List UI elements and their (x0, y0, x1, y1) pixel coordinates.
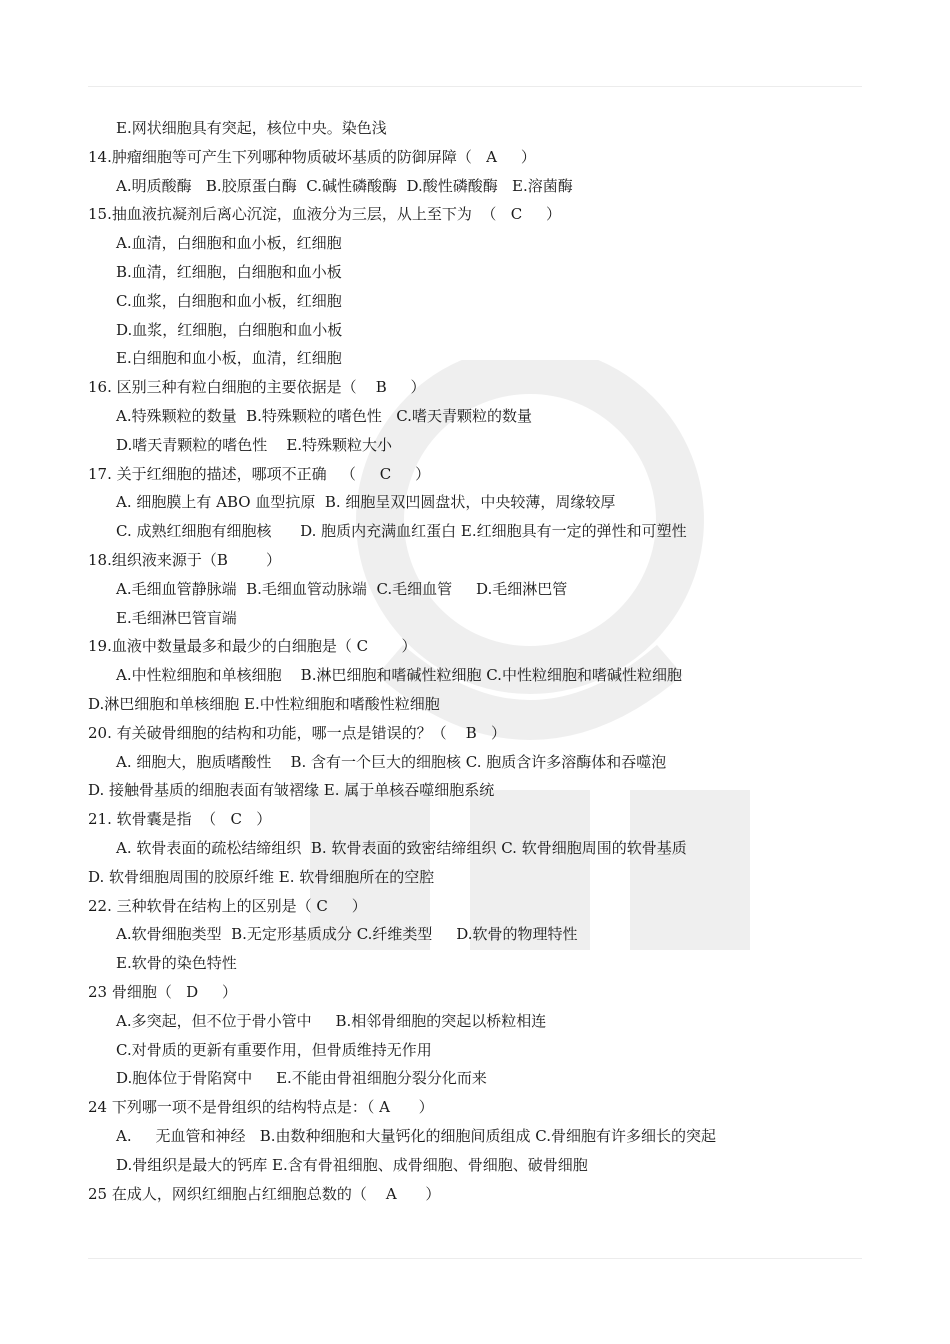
text-line: A. 无血管和神经 B.由数种细胞和大量钙化的细胞间质组成 C.骨细胞有许多细长的突起 (116, 1127, 717, 1145)
text-line: A.血清，白细胞和血小板，红细胞 (116, 234, 342, 252)
text-line: 16. 区别三种有粒白细胞的主要依据是（ B ） (88, 378, 426, 396)
text-line: 20. 有关破骨细胞的结构和功能，哪一点是错误的？（ B ） (88, 724, 507, 742)
text-line: C. 成熟红细胞有细胞核 D. 胞质内充满血红蛋白 E.红细胞具有一定的弹性和可塑性 (116, 522, 687, 540)
text-line: A.毛细血管静脉端 B.毛细血管动脉端 C.毛细血管 D.毛细淋巴管 (116, 580, 568, 598)
footer-rule (88, 1258, 862, 1259)
text-line: D.淋巴细胞和单核细胞 E.中性粒细胞和嗜酸性粒细胞 (88, 695, 440, 713)
text-line: 19.血液中数量最多和最少的白细胞是（ C ） (88, 637, 417, 655)
text-line: 21. 软骨囊是指 （ C ） (88, 810, 272, 828)
text-line: A.特殊颗粒的数量 B.特殊颗粒的嗜色性 C.嗜天青颗粒的数量 (116, 407, 532, 425)
text-line: E.白细胞和血小板，血清，红细胞 (116, 349, 342, 367)
text-line: 17. 关于红细胞的描述，哪项不正确 （ C ） (88, 465, 431, 483)
text-line: 25 在成人，网织红细胞占红细胞总数的（ A ） (88, 1185, 441, 1203)
text-line: 23 骨细胞（ D ） (88, 983, 238, 1001)
text-line: A. 软骨表面的疏松结缔组织 B. 软骨表面的致密结缔组织 C. 软骨细胞周围的软骨基质 (116, 839, 687, 857)
text-line: A.多突起，但不位于骨小管中 B.相邻骨细胞的突起以桥粒相连 (116, 1012, 547, 1030)
text-line: 18.组织液来源于（B ） (88, 551, 282, 569)
text-line: D.骨组织是最大的钙库 E.含有骨祖细胞、成骨细胞、骨细胞、破骨细胞 (116, 1156, 588, 1174)
text-line: A.中性粒细胞和单核细胞 B.淋巴细胞和嗜碱性粒细胞 C.中性粒细胞和嗜碱性粒细胞 (116, 666, 682, 684)
text-line: D.嗜天青颗粒的嗜色性 E.特殊颗粒大小 (116, 436, 393, 454)
text-line: E.毛细淋巴管盲端 (116, 609, 237, 627)
text-line: 15.抽血液抗凝剂后离心沉淀，血液分为三层，从上至下为 （ C ） (88, 205, 562, 223)
text-line: D.血浆，红细胞，白细胞和血小板 (116, 321, 343, 339)
text-line: D. 软骨细胞周围的胶原纤维 E. 软骨细胞所在的空腔 (88, 868, 435, 886)
text-line: E.网状细胞具有突起，核位中央。染色浅 (116, 119, 387, 137)
text-line: 22. 三种软骨在结构上的区别是（ C ） (88, 897, 367, 915)
text-line: C.对骨质的更新有重要作用，但骨质维持无作用 (116, 1041, 432, 1059)
text-line: C.血浆，白细胞和血小板，红细胞 (116, 292, 342, 310)
header-rule (88, 86, 862, 87)
text-line: A. 细胞膜上有 ABO 血型抗原 B. 细胞呈双凹圆盘状，中央较薄，周缘较厚 (116, 493, 616, 511)
text-line: B.血清，红细胞，白细胞和血小板 (116, 263, 342, 281)
text-line: A.明质酸酶 B.胶原蛋白酶 C.碱性磷酸酶 D.酸性磷酸酶 E.溶菌酶 (116, 177, 573, 195)
text-line: 24 下列哪一项不是骨组织的结构特点是：（ A ） (88, 1098, 434, 1116)
text-line: A. 细胞大，胞质嗜酸性 B. 含有一个巨大的细胞核 C. 胞质含许多溶酶体和吞噬泡 (116, 753, 667, 771)
text-line: E.软骨的染色特性 (116, 954, 237, 972)
text-line: 14.肿瘤细胞等可产生下列哪种物质破坏基质的防御屏障（ A ） (88, 148, 536, 166)
text-line: D.胞体位于骨陷窝中 E.不能由骨祖细胞分裂分化而来 (116, 1069, 487, 1087)
text-line: A.软骨细胞类型 B.无定形基质成分 C.纤维类型 D.软骨的物理特性 (116, 925, 578, 943)
text-line: D. 接触骨基质的细胞表面有皱褶缘 E. 属于单核吞噬细胞系统 (88, 781, 495, 799)
